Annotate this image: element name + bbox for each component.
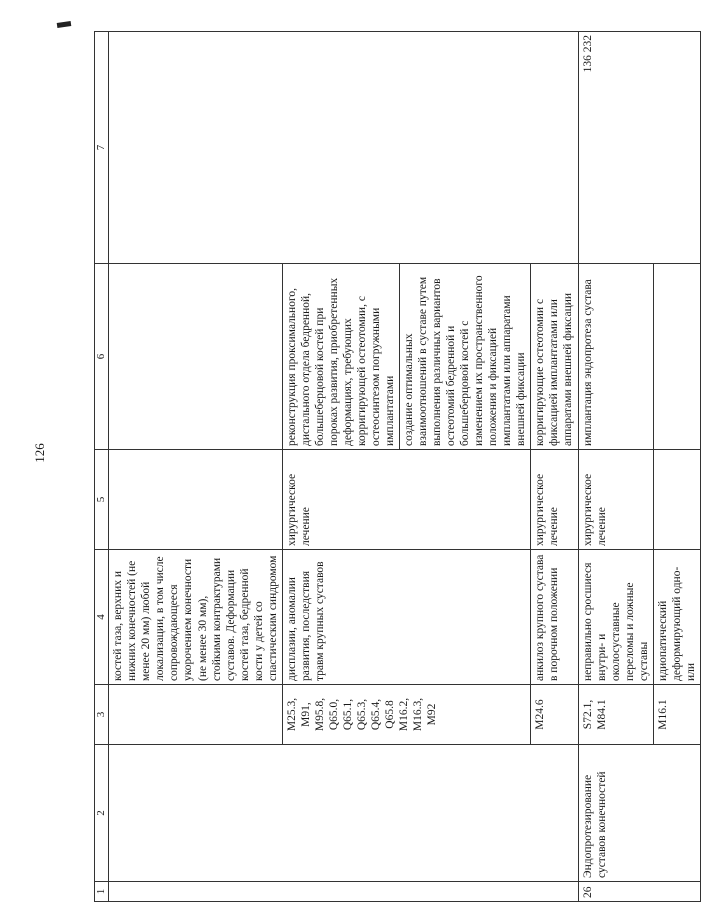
treatment-type-cell: хирургическое лечение (530, 450, 578, 550)
method-cell (109, 264, 282, 450)
scan-artifact (57, 21, 72, 28)
item-name-cell: Эндопротезирование суставов конечностей (578, 745, 700, 882)
table-row (578, 32, 653, 902)
codes-cell: M24.6 (530, 685, 578, 745)
treatment-cell (109, 450, 282, 550)
method-cell: создание оптимальных взаимоотношений в суставе путем выполнения различных вариантов остеотомий бедренной и большеберцовой костей с изменением их пространственного положения и фиксацией имплантатами или аппаратами внешней фиксации (399, 264, 530, 450)
rotated-table-container (94, 32, 697, 902)
codes-cell: M16.1 (653, 685, 700, 745)
column-number: 1 (95, 882, 109, 902)
column-number: 7 (95, 32, 109, 264)
codes-cell (109, 685, 282, 745)
treatment-type-cell: хирургическое лечение (578, 450, 653, 550)
method-cell (653, 264, 700, 450)
column-number: 6 (95, 264, 109, 450)
treatment-type-cell: хирургическое лечение (282, 450, 530, 550)
method-cell: корригирующие остеотомии с фиксацией имплантатами или аппаратами внешней фиксации (530, 264, 578, 450)
method-cell: имплантация эндопротеза сустава (578, 264, 653, 450)
item-name-cell (109, 745, 578, 882)
column-number: 4 (95, 550, 109, 685)
column-number-row (95, 32, 109, 902)
diagnosis-cell: анкилоз крупного сустава в порочном положении (530, 550, 578, 685)
medical-care-table (94, 31, 701, 902)
table-row (109, 32, 282, 902)
diagnosis-tail-cell: костей таза, верхних и нижних конечностей (не менее 20 мм) любой локализации, в том числе сопровождающееся укорочением конечности (не менее 30 мм), стойкими контрактурами суставов. Деформации костей таза, бедренной кости у детей со спастическим синдромом (109, 550, 282, 685)
codes-cell: M25.3, M91, M95.8, Q65.0, Q65.1, Q65.3, Q65.4, Q65.8 M16.2, M16.3, M92 (282, 685, 530, 745)
page-number: 126 (32, 443, 47, 463)
item-number-cell (109, 882, 578, 902)
diagnosis-cell: идиопатический деформирующий одно- или (653, 550, 700, 685)
codes-cell: S72.1, M84.1 (578, 685, 653, 745)
treatment-type-cell (653, 450, 700, 550)
diagnosis-cell: дисплазии, аномалии развития, последствия травм крупных суставов (282, 550, 530, 685)
column-number: 2 (95, 745, 109, 882)
diagnosis-cell: неправильно сросшиеся внутри- и околосуставные переломы и ложные суставы (578, 550, 653, 685)
amount-cell: 136 232 (578, 32, 700, 264)
item-number-cell: 26 (578, 882, 700, 902)
column-number: 3 (95, 685, 109, 745)
column-number: 5 (95, 450, 109, 550)
amount-cell (109, 32, 578, 264)
method-cell: реконструкция проксимального, дистального отдела бедренной, большеберцовой костей при пороках развития, приобретенных деформациях, требующих корригирующей остеотомии, с остеосинтезом погружными имплантатами (282, 264, 399, 450)
